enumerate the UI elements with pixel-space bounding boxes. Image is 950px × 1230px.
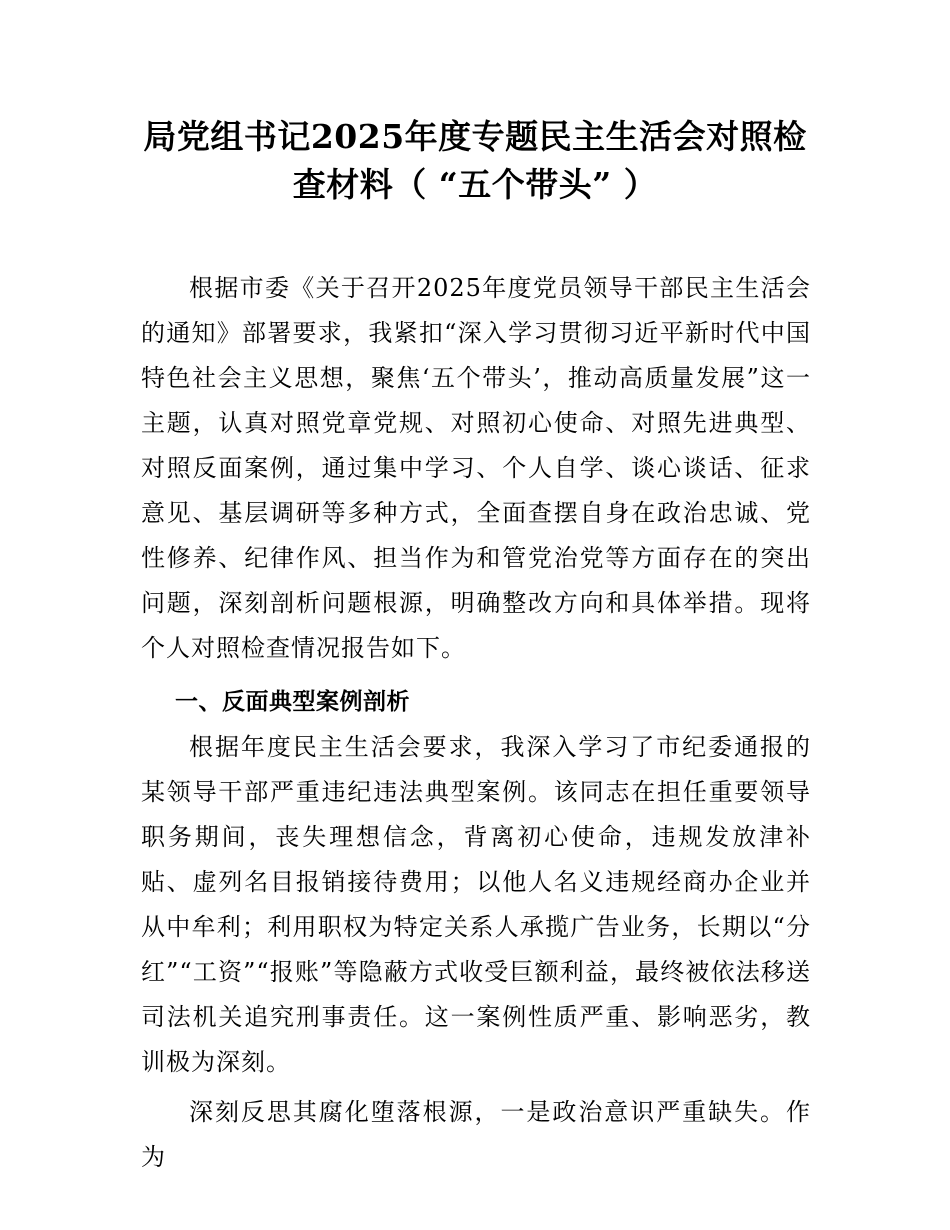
intro-paragraph: 根据市委《关于召开2025年度党员领导干部民主生活会的通知》部署要求，我紧扣“深入学习贯彻习近平新时代中国特色社会主义思想，聚焦‘五个带头’，推动高质量发展”这一主题，认真对照党章党规、对照初心使命、对照先进典型、对照反面案例，通过集中学习、个人自学、谈心谈话、征求意见、基层调研等多种方式，全面查摆自身在政治忠诚、党性修养、纪律作风、担当作为和管党治党等方面存在的突出问题，深刻剖析问题根源，明确整改方向和具体举措。现将个人对照检查情况报告如下。 bbox=[141, 274, 811, 662]
document-title bbox=[120, 113, 830, 209]
reflection-paragraph: 深刻反思其腐化堕落根源，一是政治意识严重缺失。作为 bbox=[141, 1098, 811, 1171]
title-line-2: 查材料（ “五个带头” ） bbox=[292, 165, 658, 204]
document-body bbox=[141, 266, 811, 1180]
section-heading: 一、反面典型案例剖析 bbox=[175, 689, 410, 715]
case-paragraph: 根据年度民主生活会要求，我深入学习了市纪委通报的某领导干部严重违纪违法典型案例。该同志在担任重要领导职务期间，丧失理想信念，背离初心使命，违规发放津补贴、虚列名目报销接待费用；以他人名义违规经商办企业并从中牟利；利用职权为特定关系人承揽广告业务，长期以“分红”“工资”“报账”等隐蔽方式收受巨额利益，最终被依法移送司法机关追究刑事责任。这一案例性质严重、影响恶劣，教训极为深刻。 bbox=[141, 733, 811, 1076]
title-line-1: 局党组书记2025年度专题民主生活会对照检 bbox=[143, 117, 807, 156]
